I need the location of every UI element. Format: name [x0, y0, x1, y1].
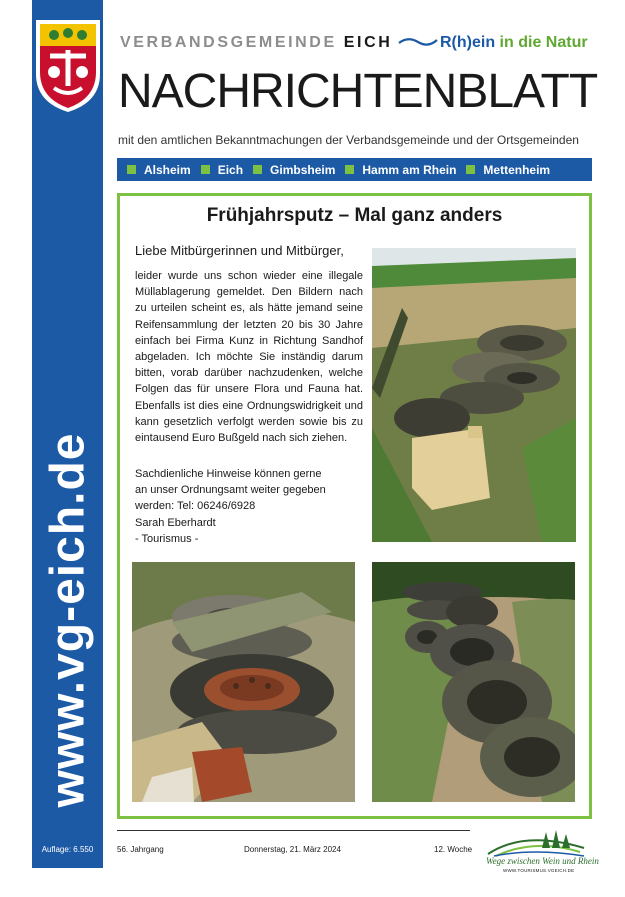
town-label: Gimbsheim	[270, 162, 336, 177]
contact-line: werden: Tel: 06246/6928	[135, 500, 256, 513]
square-bullet-icon	[127, 165, 136, 174]
vg-prefix: VERBANDSGEMEINDE	[120, 34, 337, 51]
logo-tagline: Wege zwischen Wein und Rhein	[486, 856, 599, 866]
issue-date: Donnerstag, 21. März 2024	[244, 845, 341, 854]
photo-tire-pile-rim	[132, 562, 355, 802]
town-label: Mettenheim	[483, 162, 551, 177]
contact-line: Sarah Eberhardt	[135, 516, 216, 529]
tagline-natur: in die Natur	[495, 34, 588, 51]
tagline	[440, 34, 588, 52]
footer-divider	[117, 830, 470, 831]
square-bullet-icon	[253, 165, 262, 174]
town-item[interactable]	[201, 163, 243, 177]
town-item[interactable]	[345, 163, 456, 177]
town-bar	[117, 158, 592, 181]
square-bullet-icon	[201, 165, 210, 174]
town-item[interactable]	[466, 163, 550, 177]
article-contact	[135, 466, 367, 547]
town-label: Hamm am Rhein	[362, 162, 457, 177]
masthead-subline: mit den amtlichen Bekanntmachungen der Verbandsgemeinde und der Ortsgemeinden	[118, 133, 579, 147]
town-item[interactable]	[253, 163, 335, 177]
wave-icon	[398, 34, 438, 50]
contact-line: - Tourismus -	[135, 532, 199, 545]
town-item[interactable]	[127, 163, 191, 177]
contact-line: Sachdienliche Hinweise können gerne	[135, 468, 322, 480]
square-bullet-icon	[345, 165, 354, 174]
photo-tires-along-path	[372, 562, 575, 802]
article-headline: Frühjahrsputz – Mal ganz anders	[206, 205, 503, 226]
contact-line: an unser Ordnungsamt weiter gegeben	[135, 484, 326, 497]
logo-url[interactable]: WWW.TOURISMUS.VGEICH.DE	[503, 868, 575, 873]
municipal-crest-icon	[32, 16, 104, 116]
town-label: Alsheim	[144, 162, 191, 177]
vg-title	[120, 34, 392, 52]
photo-dumped-tires-field	[372, 248, 576, 542]
tagline-rhein: R(h)ein	[440, 34, 496, 51]
circulation-label: Auflage: 6.550	[41, 845, 94, 854]
square-bullet-icon	[466, 165, 475, 174]
issue-week: 12. Woche	[434, 845, 473, 854]
issue-volume: 56. Jahrgang	[117, 845, 164, 854]
article-body: leider wurde uns schon wieder eine illegale Müllablagerung gemeldet. Den Bildern nach zu urteilen scheint es, als hätte jemand seine Reifensammlung der letzten 20 bis 30 Jahre einfach bei Firma Kunz in Richtung Sandhof abgeladen. Ich möchte Sie inständig darum bitten, vorab darüber nachzudenken, welche Folgen das für unsere Flora und Fauna hat. Ebenfalls ist dies eine Ordnungswidrigkeit und kann gesetzlich verfolgt werden sowie bis zu eintausend Euro Bußgeld nach sich ziehen.	[135, 270, 363, 445]
masthead-title: NACHRICHTENBLATT	[118, 65, 598, 118]
article-greeting: Liebe Mitbürgerinnen und Mitbürger,	[135, 243, 344, 258]
town-label: Eich	[217, 162, 244, 177]
vg-name: EICH	[343, 34, 393, 51]
website-url-vertical[interactable]: www.vg-eich.de	[41, 432, 95, 808]
